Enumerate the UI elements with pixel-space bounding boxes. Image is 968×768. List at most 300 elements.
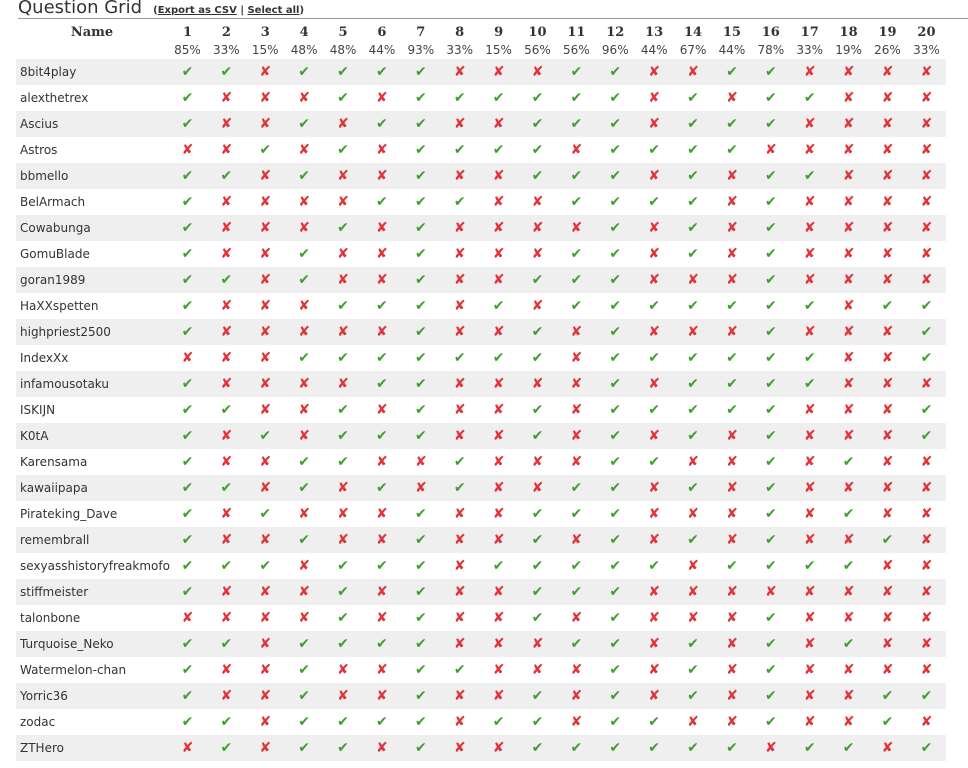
table-row bbox=[16, 189, 946, 215]
correct-check-icon: ✔ bbox=[181, 402, 194, 418]
correct-check-icon: ✔ bbox=[868, 683, 907, 709]
correct-check-icon: ✔ bbox=[453, 142, 466, 158]
wrong-cross-icon: ✘ bbox=[712, 475, 751, 501]
wrong-cross-icon: ✘ bbox=[453, 610, 466, 626]
wrong-cross-icon: ✘ bbox=[246, 319, 285, 345]
wrong-cross-icon: ✘ bbox=[726, 246, 738, 262]
correct-check-icon: ✔ bbox=[401, 267, 440, 293]
wrong-cross-icon: ✘ bbox=[829, 111, 868, 137]
question-header-19[interactable]: 19 bbox=[878, 25, 897, 40]
question-percent-4: 48% bbox=[290, 43, 318, 57]
wrong-cross-icon: ✘ bbox=[570, 454, 583, 470]
player-name: Watermelon-chan bbox=[20, 663, 127, 677]
wrong-cross-icon: ✘ bbox=[881, 194, 894, 210]
wrong-cross-icon: ✘ bbox=[726, 194, 738, 210]
correct-check-icon: ✔ bbox=[570, 506, 583, 522]
wrong-cross-icon: ✘ bbox=[842, 610, 855, 626]
wrong-cross-icon: ✘ bbox=[259, 454, 272, 470]
wrong-cross-icon: ✘ bbox=[842, 662, 855, 678]
wrong-cross-icon: ✘ bbox=[362, 683, 401, 709]
wrong-cross-icon: ✘ bbox=[479, 683, 518, 709]
correct-check-icon: ✔ bbox=[712, 735, 751, 761]
wrong-cross-icon: ✘ bbox=[803, 506, 816, 522]
correct-check-icon: ✔ bbox=[596, 475, 635, 501]
correct-check-icon: ✔ bbox=[687, 142, 699, 158]
table-row bbox=[16, 345, 946, 371]
close-paren: ) bbox=[299, 5, 305, 16]
wrong-cross-icon: ✘ bbox=[246, 527, 285, 553]
wrong-cross-icon: ✘ bbox=[790, 475, 829, 501]
wrong-cross-icon: ✘ bbox=[726, 610, 738, 626]
wrong-cross-icon: ✘ bbox=[453, 506, 466, 522]
correct-check-icon: ✔ bbox=[207, 163, 246, 189]
question-header-18[interactable]: 18 bbox=[839, 25, 858, 40]
correct-check-icon: ✔ bbox=[751, 423, 790, 449]
correct-check-icon: ✔ bbox=[687, 350, 699, 366]
select-all-link[interactable]: Select all bbox=[247, 5, 300, 16]
question-number-row bbox=[16, 25, 946, 41]
correct-check-icon: ✔ bbox=[674, 631, 713, 657]
wrong-cross-icon: ✘ bbox=[570, 610, 583, 626]
wrong-cross-icon: ✘ bbox=[920, 454, 933, 470]
correct-check-icon: ✔ bbox=[687, 90, 699, 106]
player-name: 8bit4play bbox=[16, 59, 168, 85]
correct-check-icon: ✔ bbox=[168, 631, 207, 657]
correct-check-icon: ✔ bbox=[790, 371, 829, 397]
wrong-cross-icon: ✘ bbox=[518, 631, 557, 657]
wrong-cross-icon: ✘ bbox=[246, 475, 285, 501]
wrong-cross-icon: ✘ bbox=[298, 194, 310, 210]
wrong-cross-icon: ✘ bbox=[453, 298, 466, 314]
wrong-cross-icon: ✘ bbox=[220, 194, 233, 210]
correct-check-icon: ✔ bbox=[907, 683, 946, 709]
wrong-cross-icon: ✘ bbox=[868, 735, 907, 761]
correct-check-icon: ✔ bbox=[764, 558, 777, 574]
wrong-cross-icon: ✘ bbox=[285, 215, 324, 241]
wrong-cross-icon: ✘ bbox=[298, 142, 310, 158]
wrong-cross-icon: ✘ bbox=[324, 683, 363, 709]
wrong-cross-icon: ✘ bbox=[868, 59, 907, 85]
wrong-cross-icon: ✘ bbox=[635, 215, 674, 241]
correct-check-icon: ✔ bbox=[376, 714, 388, 730]
table-row bbox=[16, 111, 946, 137]
correct-check-icon: ✔ bbox=[518, 735, 557, 761]
wrong-cross-icon: ✘ bbox=[829, 579, 868, 605]
wrong-cross-icon: ✘ bbox=[868, 163, 907, 189]
wrong-cross-icon: ✘ bbox=[376, 246, 388, 262]
correct-check-icon: ✔ bbox=[337, 142, 349, 158]
wrong-cross-icon: ✘ bbox=[207, 319, 246, 345]
table-row bbox=[16, 709, 946, 735]
correct-check-icon: ✔ bbox=[674, 371, 713, 397]
correct-check-icon: ✔ bbox=[414, 298, 427, 314]
wrong-cross-icon: ✘ bbox=[324, 111, 363, 137]
wrong-cross-icon: ✘ bbox=[362, 527, 401, 553]
wrong-cross-icon: ✘ bbox=[440, 631, 479, 657]
wrong-cross-icon: ✘ bbox=[259, 90, 272, 106]
correct-check-icon: ✔ bbox=[596, 215, 635, 241]
wrong-cross-icon: ✘ bbox=[790, 579, 829, 605]
wrong-cross-icon: ✘ bbox=[674, 59, 713, 85]
correct-check-icon: ✔ bbox=[596, 527, 635, 553]
correct-check-icon: ✔ bbox=[285, 527, 324, 553]
wrong-cross-icon: ✘ bbox=[220, 662, 233, 678]
wrong-cross-icon: ✘ bbox=[518, 371, 557, 397]
player-name: stiffmeister bbox=[16, 579, 168, 605]
wrong-cross-icon: ✘ bbox=[479, 267, 518, 293]
wrong-cross-icon: ✘ bbox=[376, 610, 388, 626]
wrong-cross-icon: ✘ bbox=[635, 319, 674, 345]
wrong-cross-icon: ✘ bbox=[726, 662, 738, 678]
wrong-cross-icon: ✘ bbox=[259, 402, 272, 418]
player-name: bbmello bbox=[16, 163, 168, 189]
table-row bbox=[16, 735, 946, 761]
wrong-cross-icon: ✘ bbox=[829, 423, 868, 449]
wrong-cross-icon: ✘ bbox=[687, 714, 699, 730]
wrong-cross-icon: ✘ bbox=[635, 527, 674, 553]
correct-check-icon: ✔ bbox=[207, 475, 246, 501]
wrong-cross-icon: ✘ bbox=[492, 402, 505, 418]
correct-check-icon: ✔ bbox=[674, 111, 713, 137]
wrong-cross-icon: ✘ bbox=[790, 267, 829, 293]
correct-check-icon: ✔ bbox=[401, 371, 440, 397]
wrong-cross-icon: ✘ bbox=[907, 111, 946, 137]
wrong-cross-icon: ✘ bbox=[246, 683, 285, 709]
wrong-cross-icon: ✘ bbox=[674, 267, 713, 293]
correct-check-icon: ✔ bbox=[401, 111, 440, 137]
question-header-7[interactable]: 7 bbox=[416, 25, 426, 40]
correct-check-icon: ✔ bbox=[414, 246, 427, 262]
wrong-cross-icon: ✘ bbox=[479, 371, 518, 397]
correct-check-icon: ✔ bbox=[596, 631, 635, 657]
correct-check-icon: ✔ bbox=[362, 631, 401, 657]
wrong-cross-icon: ✘ bbox=[220, 610, 233, 626]
wrong-cross-icon: ✘ bbox=[635, 579, 674, 605]
wrong-cross-icon: ✘ bbox=[298, 610, 310, 626]
correct-check-icon: ✔ bbox=[401, 735, 440, 761]
wrong-cross-icon: ✘ bbox=[712, 319, 751, 345]
wrong-cross-icon: ✘ bbox=[868, 371, 907, 397]
wrong-cross-icon: ✘ bbox=[907, 475, 946, 501]
wrong-cross-icon: ✘ bbox=[635, 683, 674, 709]
correct-check-icon: ✔ bbox=[557, 735, 596, 761]
correct-check-icon: ✔ bbox=[298, 454, 310, 470]
wrong-cross-icon: ✘ bbox=[440, 111, 479, 137]
wrong-cross-icon: ✘ bbox=[790, 319, 829, 345]
wrong-cross-icon: ✘ bbox=[453, 714, 466, 730]
wrong-cross-icon: ✘ bbox=[285, 319, 324, 345]
question-header-17[interactable]: 17 bbox=[800, 25, 819, 40]
player-name: BelArmach bbox=[20, 195, 86, 209]
correct-check-icon: ✔ bbox=[751, 631, 790, 657]
question-header-8[interactable]: 8 bbox=[455, 25, 465, 40]
correct-check-icon: ✔ bbox=[401, 423, 440, 449]
wrong-cross-icon: ✘ bbox=[220, 90, 233, 106]
question-header-13[interactable]: 13 bbox=[645, 25, 664, 40]
correct-check-icon: ✔ bbox=[453, 90, 466, 106]
question-header-11[interactable]: 11 bbox=[567, 25, 586, 40]
wrong-cross-icon: ✘ bbox=[440, 215, 479, 241]
wrong-cross-icon: ✘ bbox=[868, 475, 907, 501]
correct-check-icon: ✔ bbox=[764, 298, 777, 314]
wrong-cross-icon: ✘ bbox=[881, 610, 894, 626]
player-name: Karensama bbox=[20, 455, 88, 469]
correct-check-icon: ✔ bbox=[168, 215, 207, 241]
correct-check-icon: ✔ bbox=[376, 298, 388, 314]
correct-check-icon: ✔ bbox=[868, 527, 907, 553]
correct-check-icon: ✔ bbox=[751, 215, 790, 241]
wrong-cross-icon: ✘ bbox=[635, 111, 674, 137]
question-percent-2: 33% bbox=[213, 43, 240, 57]
correct-check-icon: ✔ bbox=[414, 610, 427, 626]
correct-check-icon: ✔ bbox=[842, 454, 855, 470]
question-header-1[interactable]: 1 bbox=[182, 25, 192, 40]
correct-check-icon: ✔ bbox=[414, 558, 427, 574]
correct-check-icon: ✔ bbox=[259, 558, 272, 574]
wrong-cross-icon: ✘ bbox=[635, 59, 674, 85]
wrong-cross-icon: ✘ bbox=[401, 475, 440, 501]
correct-check-icon: ✔ bbox=[401, 683, 440, 709]
player-name: GomuBlade bbox=[20, 247, 90, 261]
correct-check-icon: ✔ bbox=[596, 735, 635, 761]
wrong-cross-icon: ✘ bbox=[868, 215, 907, 241]
correct-check-icon: ✔ bbox=[920, 350, 933, 366]
correct-check-icon: ✔ bbox=[168, 111, 207, 137]
question-header-4[interactable]: 4 bbox=[299, 25, 309, 40]
correct-check-icon: ✔ bbox=[362, 423, 401, 449]
wrong-cross-icon: ✘ bbox=[842, 142, 855, 158]
correct-check-icon: ✔ bbox=[337, 714, 349, 730]
correct-check-icon: ✔ bbox=[751, 683, 790, 709]
correct-check-icon: ✔ bbox=[687, 662, 699, 678]
correct-check-icon: ✔ bbox=[557, 111, 596, 137]
correct-check-icon: ✔ bbox=[207, 735, 246, 761]
table-row bbox=[16, 657, 946, 683]
wrong-cross-icon: ✘ bbox=[907, 631, 946, 657]
correct-check-icon: ✔ bbox=[596, 371, 635, 397]
wrong-cross-icon: ✘ bbox=[492, 194, 505, 210]
player-name: ZTHero bbox=[16, 735, 168, 761]
wrong-cross-icon: ✘ bbox=[259, 610, 272, 626]
correct-check-icon: ✔ bbox=[168, 371, 207, 397]
correct-check-icon: ✔ bbox=[570, 194, 583, 210]
question-header-20[interactable]: 20 bbox=[917, 25, 936, 40]
correct-check-icon: ✔ bbox=[414, 90, 427, 106]
question-percent-16: 78% bbox=[757, 43, 785, 57]
correct-check-icon: ✔ bbox=[557, 579, 596, 605]
table-row bbox=[16, 85, 946, 111]
player-name: Cowabunga bbox=[16, 215, 168, 241]
correct-check-icon: ✔ bbox=[609, 350, 622, 366]
question-header-10[interactable]: 10 bbox=[528, 25, 547, 40]
table-row bbox=[16, 215, 946, 241]
table-row bbox=[16, 605, 946, 631]
question-percent-9: 15% bbox=[485, 43, 512, 57]
wrong-cross-icon: ✘ bbox=[920, 194, 933, 210]
wrong-cross-icon: ✘ bbox=[324, 527, 363, 553]
wrong-cross-icon: ✘ bbox=[207, 579, 246, 605]
correct-check-icon: ✔ bbox=[207, 631, 246, 657]
correct-check-icon: ✔ bbox=[557, 59, 596, 85]
player-name: IndexXx bbox=[20, 351, 69, 365]
wrong-cross-icon: ✘ bbox=[907, 371, 946, 397]
correct-check-icon: ✔ bbox=[829, 631, 868, 657]
link-separator: | bbox=[236, 5, 248, 16]
question-percent-17: 33% bbox=[796, 43, 824, 57]
wrong-cross-icon: ✘ bbox=[803, 142, 816, 158]
wrong-cross-icon: ✘ bbox=[907, 215, 946, 241]
table-row bbox=[16, 527, 946, 553]
correct-check-icon: ✔ bbox=[764, 402, 777, 418]
wrong-cross-icon: ✘ bbox=[557, 215, 596, 241]
correct-check-icon: ✔ bbox=[531, 558, 544, 574]
player-name: infamousotaku bbox=[16, 371, 168, 397]
correct-check-icon: ✔ bbox=[518, 423, 557, 449]
correct-check-icon: ✔ bbox=[609, 714, 622, 730]
player-name: Pirateking_Dave bbox=[20, 507, 118, 521]
player-name: HaXXspetten bbox=[20, 299, 99, 313]
export-csv-link[interactable]: Export as CSV bbox=[157, 5, 237, 16]
correct-check-icon: ✔ bbox=[401, 579, 440, 605]
wrong-cross-icon: ✘ bbox=[868, 267, 907, 293]
question-percent-14: 67% bbox=[679, 43, 707, 57]
wrong-cross-icon: ✘ bbox=[829, 371, 868, 397]
wrong-cross-icon: ✘ bbox=[259, 194, 272, 210]
question-header-15[interactable]: 15 bbox=[722, 25, 741, 40]
wrong-cross-icon: ✘ bbox=[907, 163, 946, 189]
wrong-cross-icon: ✘ bbox=[687, 558, 699, 574]
wrong-cross-icon: ✘ bbox=[829, 683, 868, 709]
correct-check-icon: ✔ bbox=[259, 506, 272, 522]
wrong-cross-icon: ✘ bbox=[829, 215, 868, 241]
player-name: K0tA bbox=[16, 423, 168, 449]
wrong-cross-icon: ✘ bbox=[207, 111, 246, 137]
correct-check-icon: ✔ bbox=[674, 423, 713, 449]
wrong-cross-icon: ✘ bbox=[492, 246, 505, 262]
correct-check-icon: ✔ bbox=[531, 142, 544, 158]
correct-check-icon: ✔ bbox=[298, 246, 310, 262]
correct-check-icon: ✔ bbox=[518, 319, 557, 345]
correct-check-icon: ✔ bbox=[531, 350, 544, 366]
wrong-cross-icon: ✘ bbox=[635, 475, 674, 501]
wrong-cross-icon: ✘ bbox=[246, 163, 285, 189]
wrong-cross-icon: ✘ bbox=[531, 194, 544, 210]
correct-check-icon: ✔ bbox=[337, 454, 349, 470]
question-header-5[interactable]: 5 bbox=[338, 25, 348, 40]
correct-check-icon: ✔ bbox=[492, 90, 505, 106]
wrong-cross-icon: ✘ bbox=[246, 267, 285, 293]
wrong-cross-icon: ✘ bbox=[648, 246, 661, 262]
correct-check-icon: ✔ bbox=[920, 298, 933, 314]
correct-check-icon: ✔ bbox=[220, 558, 233, 574]
wrong-cross-icon: ✘ bbox=[557, 319, 596, 345]
wrong-cross-icon: ✘ bbox=[337, 662, 349, 678]
correct-check-icon: ✔ bbox=[609, 402, 622, 418]
wrong-cross-icon: ✘ bbox=[479, 735, 518, 761]
correct-check-icon: ✔ bbox=[751, 319, 790, 345]
wrong-cross-icon: ✘ bbox=[790, 631, 829, 657]
correct-check-icon: ✔ bbox=[803, 558, 816, 574]
wrong-cross-icon: ✘ bbox=[842, 246, 855, 262]
correct-check-icon: ✔ bbox=[596, 267, 635, 293]
wrong-cross-icon: ✘ bbox=[829, 475, 868, 501]
correct-check-icon: ✔ bbox=[557, 267, 596, 293]
wrong-cross-icon: ✘ bbox=[298, 402, 310, 418]
correct-check-icon: ✔ bbox=[842, 506, 855, 522]
wrong-cross-icon: ✘ bbox=[881, 454, 894, 470]
question-header-3[interactable]: 3 bbox=[260, 25, 270, 40]
question-header-6[interactable]: 6 bbox=[377, 25, 387, 40]
correct-check-icon: ✔ bbox=[362, 111, 401, 137]
correct-check-icon: ✔ bbox=[596, 59, 635, 85]
wrong-cross-icon: ✘ bbox=[246, 111, 285, 137]
correct-check-icon: ✔ bbox=[298, 350, 310, 366]
player-name: ISKIJN bbox=[20, 403, 56, 417]
correct-check-icon: ✔ bbox=[648, 298, 661, 314]
wrong-cross-icon: ✘ bbox=[479, 319, 518, 345]
correct-check-icon: ✔ bbox=[764, 454, 777, 470]
wrong-cross-icon: ✘ bbox=[285, 371, 324, 397]
wrong-cross-icon: ✘ bbox=[829, 527, 868, 553]
wrong-cross-icon: ✘ bbox=[440, 59, 479, 85]
player-name: zodac bbox=[20, 715, 56, 729]
wrong-cross-icon: ✘ bbox=[570, 714, 583, 730]
wrong-cross-icon: ✘ bbox=[362, 735, 401, 761]
wrong-cross-icon: ✘ bbox=[648, 610, 661, 626]
correct-check-icon: ✔ bbox=[362, 475, 401, 501]
wrong-cross-icon: ✘ bbox=[362, 215, 401, 241]
player-name: Turquoise_Neko bbox=[16, 631, 168, 657]
correct-check-icon: ✔ bbox=[298, 662, 310, 678]
wrong-cross-icon: ✘ bbox=[414, 454, 427, 470]
wrong-cross-icon: ✘ bbox=[570, 142, 583, 158]
correct-check-icon: ✔ bbox=[764, 506, 777, 522]
question-header-14[interactable]: 14 bbox=[683, 25, 703, 40]
correct-check-icon: ✔ bbox=[181, 662, 194, 678]
question-header-16[interactable]: 16 bbox=[761, 25, 780, 40]
wrong-cross-icon: ✘ bbox=[881, 506, 894, 522]
wrong-cross-icon: ✘ bbox=[829, 59, 868, 85]
question-header-2[interactable]: 2 bbox=[221, 25, 231, 40]
correct-check-icon: ✔ bbox=[414, 714, 427, 730]
wrong-cross-icon: ✘ bbox=[635, 631, 674, 657]
correct-check-icon: ✔ bbox=[751, 371, 790, 397]
wrong-cross-icon: ✘ bbox=[790, 111, 829, 137]
question-header-12[interactable]: 12 bbox=[606, 25, 625, 40]
question-percent-20: 33% bbox=[913, 43, 940, 57]
correct-check-icon: ✔ bbox=[518, 527, 557, 553]
correct-check-icon: ✔ bbox=[751, 59, 790, 85]
wrong-cross-icon: ✘ bbox=[803, 194, 816, 210]
wrong-cross-icon: ✘ bbox=[337, 506, 349, 522]
wrong-cross-icon: ✘ bbox=[687, 506, 699, 522]
wrong-cross-icon: ✘ bbox=[181, 350, 194, 366]
correct-check-icon: ✔ bbox=[362, 371, 401, 397]
correct-check-icon: ✔ bbox=[285, 683, 324, 709]
correct-check-icon: ✔ bbox=[518, 579, 557, 605]
correct-check-icon: ✔ bbox=[181, 714, 194, 730]
wrong-cross-icon: ✘ bbox=[842, 194, 855, 210]
wrong-cross-icon: ✘ bbox=[246, 59, 285, 85]
wrong-cross-icon: ✘ bbox=[648, 662, 661, 678]
name-column-header[interactable]: Name bbox=[70, 25, 114, 40]
wrong-cross-icon: ✘ bbox=[298, 298, 310, 314]
correct-check-icon: ✔ bbox=[168, 59, 207, 85]
correct-check-icon: ✔ bbox=[168, 527, 207, 553]
question-percent-3: 15% bbox=[251, 43, 279, 57]
wrong-cross-icon: ✘ bbox=[920, 246, 933, 262]
question-header-9[interactable]: 9 bbox=[494, 25, 504, 40]
